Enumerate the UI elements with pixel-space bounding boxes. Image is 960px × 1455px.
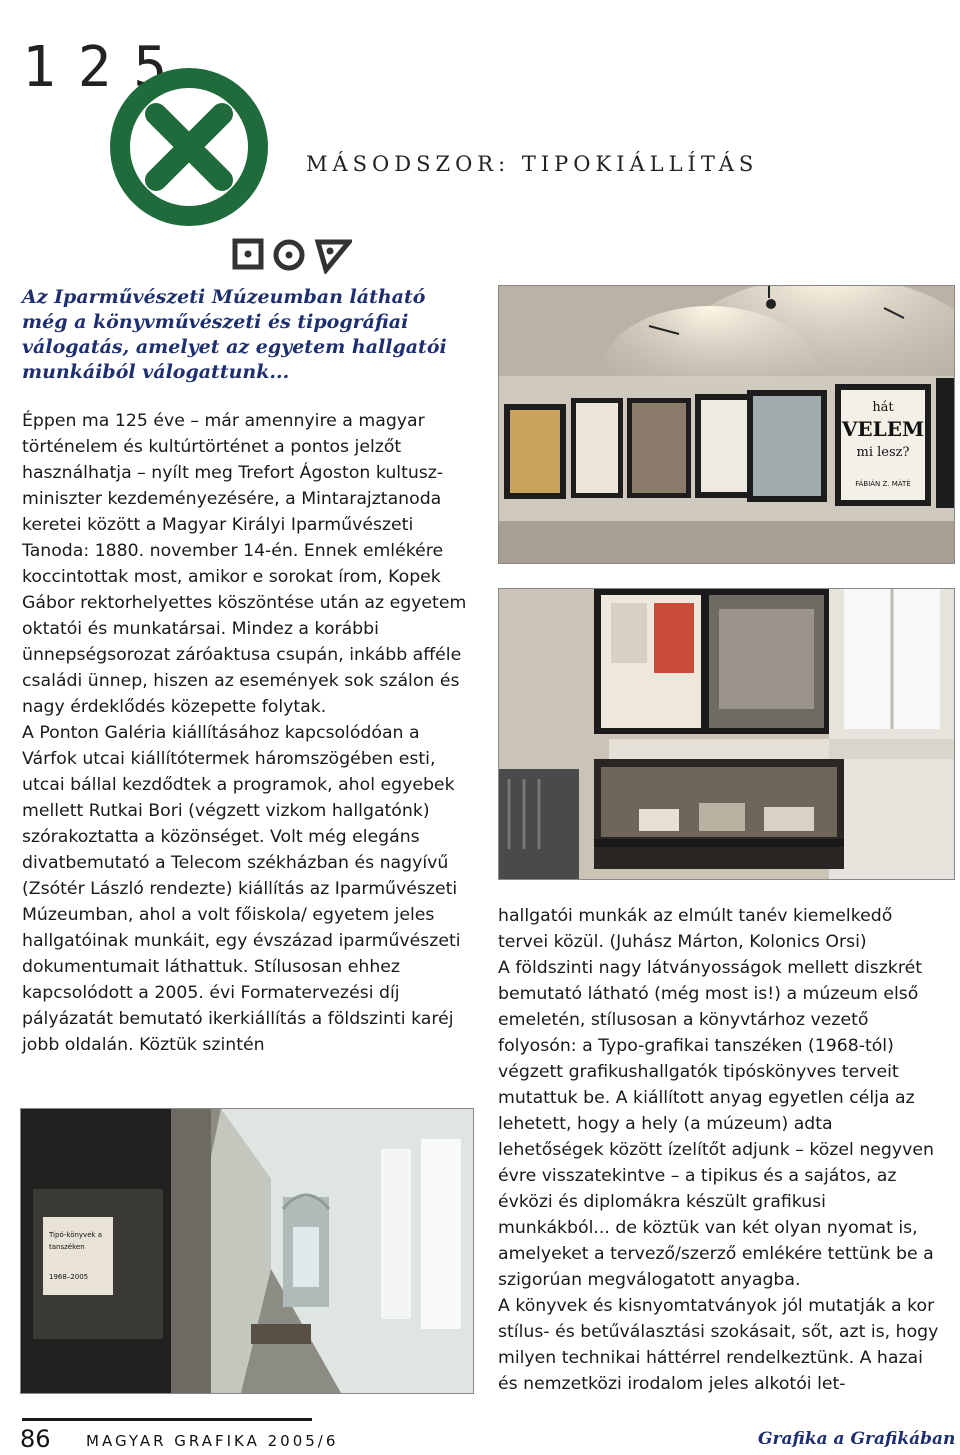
section-title: MÁSODSZOR: TIPOKIÁLLÍTÁS — [306, 152, 759, 176]
corridor-photo — [20, 1108, 474, 1394]
article-column-1 — [22, 408, 470, 1058]
paragraph: Éppen ma 125 éve – már amennyire a magyar történelem és kultúrtörténet a pontos jelzőt használhatja – nyílt meg Trefort Ágoston kultusz-miniszter kezdeményezésére, a Mintarajztanoda keretei között a Magyar Királyi Iparművészeti Tanoda: 1880. november 14-én. Ennek emlékére koccintottak most, amikor e sorokat írom, Kopek Gábor rektorhelyettes köszöntése után az egyetem oktatói és munkatársai. Mindez a korábbi ünnepségsorozat záróaktusa csupán, inkább afféle családi ünnep, hiszen az események sok szálon és nagy érdeklődés közepette folytak. — [22, 411, 467, 717]
display-case-image — [499, 589, 954, 879]
exhibition-wall-photo — [498, 285, 955, 564]
exhibition-wall-image — [499, 286, 954, 563]
corridor-image — [21, 1109, 473, 1393]
footer-rule — [22, 1418, 312, 1421]
circled-x-logo-icon — [104, 62, 274, 232]
circle-dot-icon — [276, 242, 302, 268]
paragraph: A könyvek és kisnyomtatványok jól mutatják a kor stílus- és betűválasztási szokásait, sőt, azt is, hogy milyen technikai háttérrel rendelkeztünk. A hazai és nemzetközi irodalom jeles alkotói let- — [498, 1296, 939, 1394]
square-dot-icon — [235, 241, 261, 267]
running-title: Grafika a Grafikában — [758, 1429, 956, 1449]
article-column-2 — [498, 903, 943, 1397]
poster-word-1: hát — [872, 400, 894, 415]
poster-word-3: mi lesz? — [856, 445, 910, 460]
paragraph: A Ponton Galéria kiállításához kapcsolódóan a Várfok utcai kiállítótermek háromszögében esti, utcai bállal kezdődtek a programok, ahol egyebek mellett Rutkai Bori (végzett vizkom hallgatónk) szórakoztatta a közönséget. Volt még elegáns divatbemutató a Telecom székházban és nagyívű (Zsótér László rendezte) kiállítás az Iparművészeti Múzeumban, ahol a volt főiskola/ egyetem jeles hallgatóinak munkáit, egy évszázad iparművészeti dokumentumait láthattuk. Stílusosan ehhez kapcsolódott a 2005. évi Formatervezési díj pályázatát bemutató ikerkiállítás a földszinti karéj jobb oldalán. Köztük szintén — [22, 723, 461, 1055]
paragraph: A földszinti nagy látványosságok mellett diszkrét bemutató látható (még most is!) a múzeum első emeletén, stílusosan a könyvtárhoz vezető folyosón: a Typo-grafikai tanszéken (1968-tól) végzett grafikushallgatók tipóskönyves terveit mutattuk be. A kiállított anyag egyetlen célja az lehetett, hogy a hely (a múzeum) adta lehetőségek között ízelítőt adjunk – közel negyven évre visszatekintve – a tipikus és a sajátos, az évközi és diplomákra készült grafikusi munkákból... de köztük van két olyan nyomat is, amelyeket a tervező/szerző emlékére tettünk be a szigorúan megválogatott anyagba. — [498, 958, 934, 1290]
triangle-dot-icon — [318, 242, 349, 270]
magazine-name: MAGYAR GRAFIKA 2005/6 — [86, 1432, 339, 1450]
poster-author: FÁBIÁN Z. MÁTÉ — [855, 480, 911, 488]
page-number: 86 — [20, 1425, 51, 1453]
corridor-sign-line-1: Tipó-könyvek a — [49, 1231, 103, 1239]
lead-paragraph: Az Iparművészeti Múzeumban látható még a könyvművészeti és tipográfiai válogatás, amelyet az egyetem hallgatói munkáiból válogattunk... — [22, 286, 447, 383]
poster-word-2: VELEM — [841, 417, 925, 441]
logo-number: 125 — [22, 35, 190, 100]
display-case-photo — [498, 588, 955, 880]
corridor-sign-line-3: 1968–2005 — [49, 1273, 89, 1281]
paragraph: hallgatói munkák az elmúlt tanév kiemelkedő tervei közül. (Juhász Márton, Kolonics Orsi) — [498, 906, 893, 952]
symbol-row — [232, 238, 352, 274]
corridor-sign-line-2: tanszéken — [49, 1243, 85, 1251]
